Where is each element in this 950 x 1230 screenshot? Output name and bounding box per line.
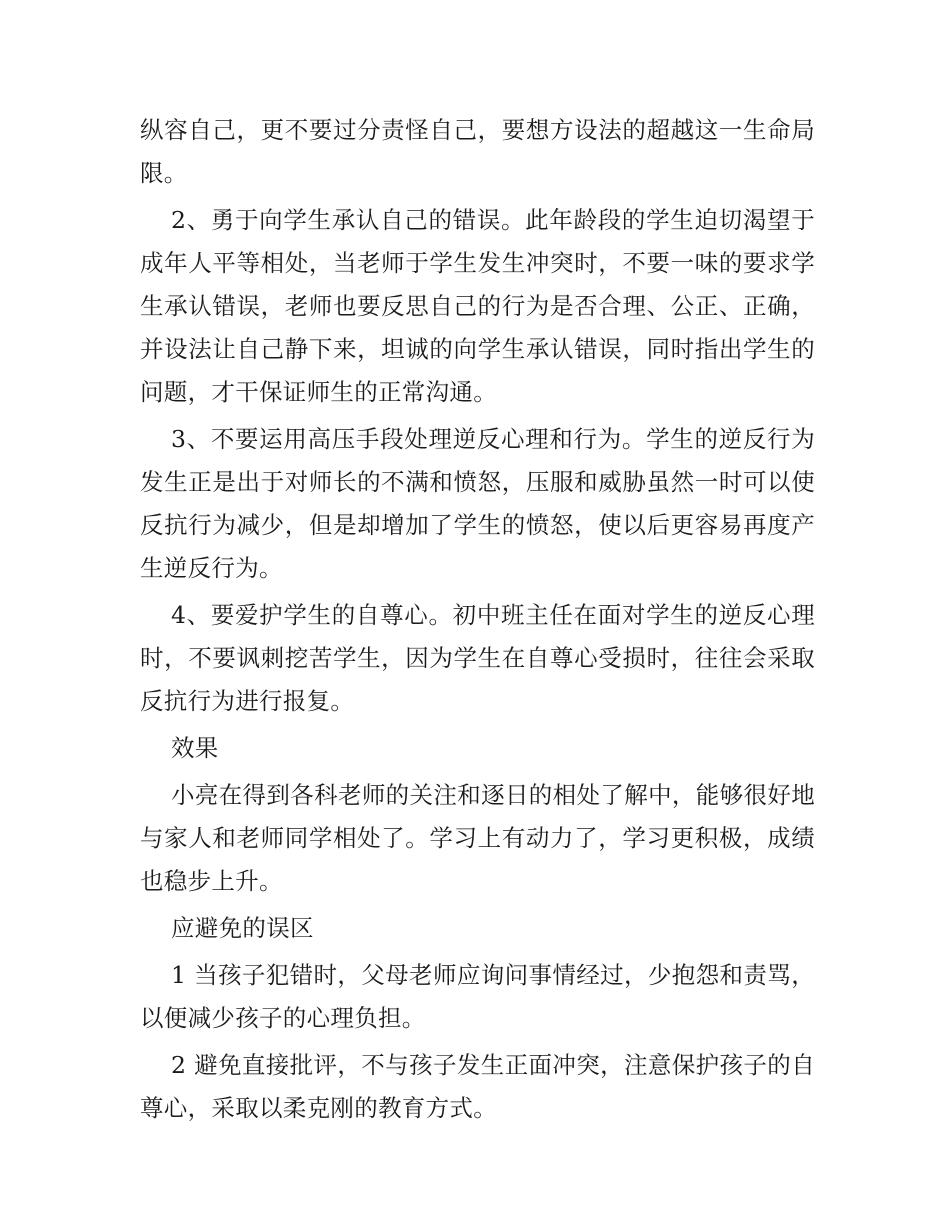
paragraph-pitfall-2: 2 避免直接批评，不与孩子发生正面冲突，注意保护孩子的自尊心，采取以柔克刚的教育方式。 [140,1051,815,1122]
paragraph-continuation: 纵容自己，更不要过分责怪自己，要想方设法的超越这一生命局限。 [140,116,815,187]
paragraph-pitfall-1: 1 当孩子犯错时，父母老师应询问事情经过，少抱怨和责骂，以便减少孩子的心理负担。 [140,961,815,1032]
heading-pitfalls: 应避免的误区 [171,914,314,942]
paragraph-point-3: 3、不要运用高压手段处理逆反心理和行为。学生的逆反行为发生正是出于对师长的不满和愤怒，压服和威胁虽然一时可以使反抗行为减少，但是却增加了学生的愤怒，使以后更容易再度产生逆反行为。 [140,425,815,582]
document-body [140,109,815,1134]
paragraph-point-2: 2、勇于向学生承认自己的错误。此年龄段的学生迫切渴望于成年人平等相处，当老师于学生发生冲突时，不要一味的要求学生承认错误，老师也要反思自己的行为是否合理、公正、正确，并设法让自己静下来，坦诚的向学生承认错误，同时指出学生的问题，才干保证师生的正常沟通。 [140,206,815,406]
paragraph-point-4: 4、要爱护学生的自尊心。初中班主任在面对学生的逆反心理时，不要讽刺挖苦学生，因为学生在自尊心受损时，往往会采取反抗行为进行报复。 [140,601,815,715]
paragraph-effect: 小亮在得到各科老师的关注和逐日的相处了解中，能够很好地与家人和老师同学相处了。学习上有动力了，学习更积极，成绩也稳步上升。 [140,781,815,895]
heading-effect: 效果 [171,734,219,762]
